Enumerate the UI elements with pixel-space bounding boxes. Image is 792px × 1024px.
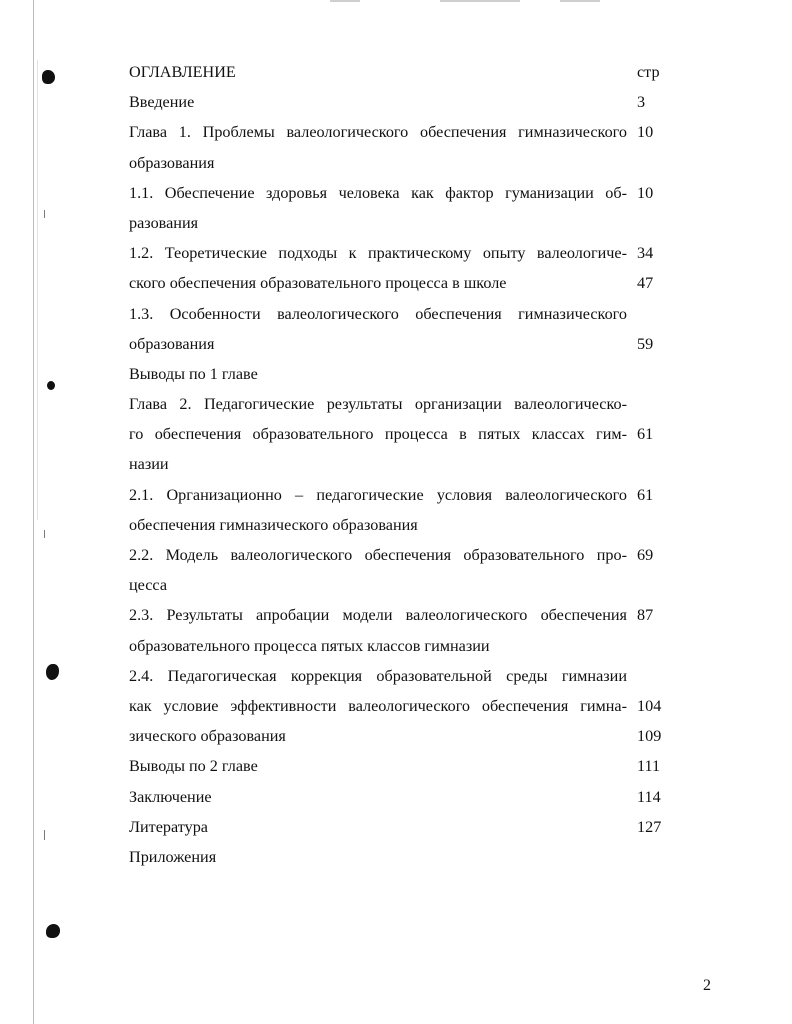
toc-entry [129,510,669,540]
toc-entry-text: Выводы по 2 главе [129,757,258,776]
toc-entry-page: 3 [637,93,646,112]
toc-entry-page: 34 [637,244,654,263]
toc-entry-text: 2.1. Организационно – педагогические условия валеологического [129,485,627,504]
toc-entry-page: 10 [637,123,654,142]
toc-entry-page: 111 [637,757,661,776]
toc-entries [129,87,669,872]
toc-entry-text: зического образования [129,727,286,746]
toc-entry [129,691,669,721]
scan-tick [44,830,45,840]
toc-entry-page: 114 [637,787,661,806]
toc-entry-text: Приложения [129,847,217,866]
toc-entry-text: Выводы по 1 главе [129,364,258,383]
toc-entry [129,208,669,238]
punch-hole-mark [47,381,55,390]
toc-entry [129,570,669,600]
scan-edge-line-faint [37,60,38,520]
toc-entry-text: Глава 1. Проблемы валеологического обеспечения гимназического [129,123,627,142]
toc-entry-text: цесса [129,576,168,595]
toc-entry-text: 1.2. Теоретические подходы к практическому опыту валеологиче- [129,244,627,263]
toc-entry-text: образования [129,334,215,353]
toc-entry [129,812,669,842]
toc-entry-page: 69 [637,546,654,564]
toc-entry [129,389,669,419]
toc-entry-page: 47 [637,274,654,293]
toc-entry [129,299,669,329]
toc-entry-text: Литература [129,817,208,836]
toc-entry [129,419,669,449]
toc-entry [129,117,669,147]
toc-entry [129,480,669,510]
toc-entry-page: 61 [637,485,654,504]
table-of-contents [129,57,669,872]
toc-entry-text: ского обеспечения образовательного процесса в школе [129,274,507,293]
toc-entry [129,631,669,661]
toc-entry [129,359,669,389]
scan-smudge [560,0,600,2]
toc-entry [129,87,669,117]
page-column-label: стр [637,63,660,81]
toc-entry-text: 2.4. Педагогическая коррекция образовательной среды гимназии [129,666,627,685]
toc-entry [129,540,669,570]
toc-entry [129,329,669,359]
scan-edge-line [33,0,34,1024]
punch-hole-mark [42,70,55,84]
page-number: 2 [703,977,711,994]
toc-entry [129,842,669,872]
punch-hole-mark [46,664,59,680]
toc-entry [129,751,669,781]
toc-entry-text: 1.3. Особенности валеологического обеспечения гимназического [129,304,627,323]
toc-entry-page: 104 [637,696,662,715]
toc-entry [129,721,669,751]
toc-entry-page: 127 [637,817,662,836]
toc-entry-text: 2.2. Модель валеологического обеспечения образовательного про- [129,546,627,564]
toc-entry-text: как условие эффективности валеологического обеспечения гимна- [129,696,627,715]
toc-entry-text: го обеспечения образовательного процесса в пятых классах гим- [129,425,627,444]
toc-entry [129,600,669,630]
toc-entry-text: Заключение [129,787,212,806]
toc-entry [129,449,669,479]
toc-entry-text: обеспечения гимназического образования [129,515,418,534]
toc-entry [129,268,669,298]
toc-entry-text: разования [129,213,199,232]
toc-entry-text: образовательного процесса пятых классов гимназии [129,636,490,655]
toc-entry-page: 59 [637,334,654,353]
toc-entry [129,661,669,691]
toc-entry-page: 87 [637,606,654,625]
toc-entry-text: 1.1. Обеспечение здоровья человека как фактор гуманизации об- [129,183,627,202]
toc-title: ОГЛАВЛЕНИЕ [129,63,236,81]
toc-entry-page: 61 [637,425,654,444]
toc-entry-page: 109 [637,727,662,746]
toc-entry [129,178,669,208]
scan-smudge [330,0,360,2]
toc-entry-text: Введение [129,93,195,112]
toc-entry [129,782,669,812]
toc-entry-text: 2.3. Результаты апробации модели валеологического обеспечения [129,606,627,625]
toc-entry [129,238,669,268]
toc-entry-page: 10 [637,183,654,202]
scan-smudge [440,0,520,2]
scan-tick [44,530,45,538]
toc-entry-text: образования [129,153,215,172]
punch-hole-mark [46,924,60,938]
toc-entry [129,148,669,178]
toc-entry-text: Глава 2. Педагогические результаты организации валеологическо- [129,395,627,414]
toc-header [129,57,669,87]
scan-tick [44,210,45,218]
toc-entry-text: назии [129,455,169,474]
